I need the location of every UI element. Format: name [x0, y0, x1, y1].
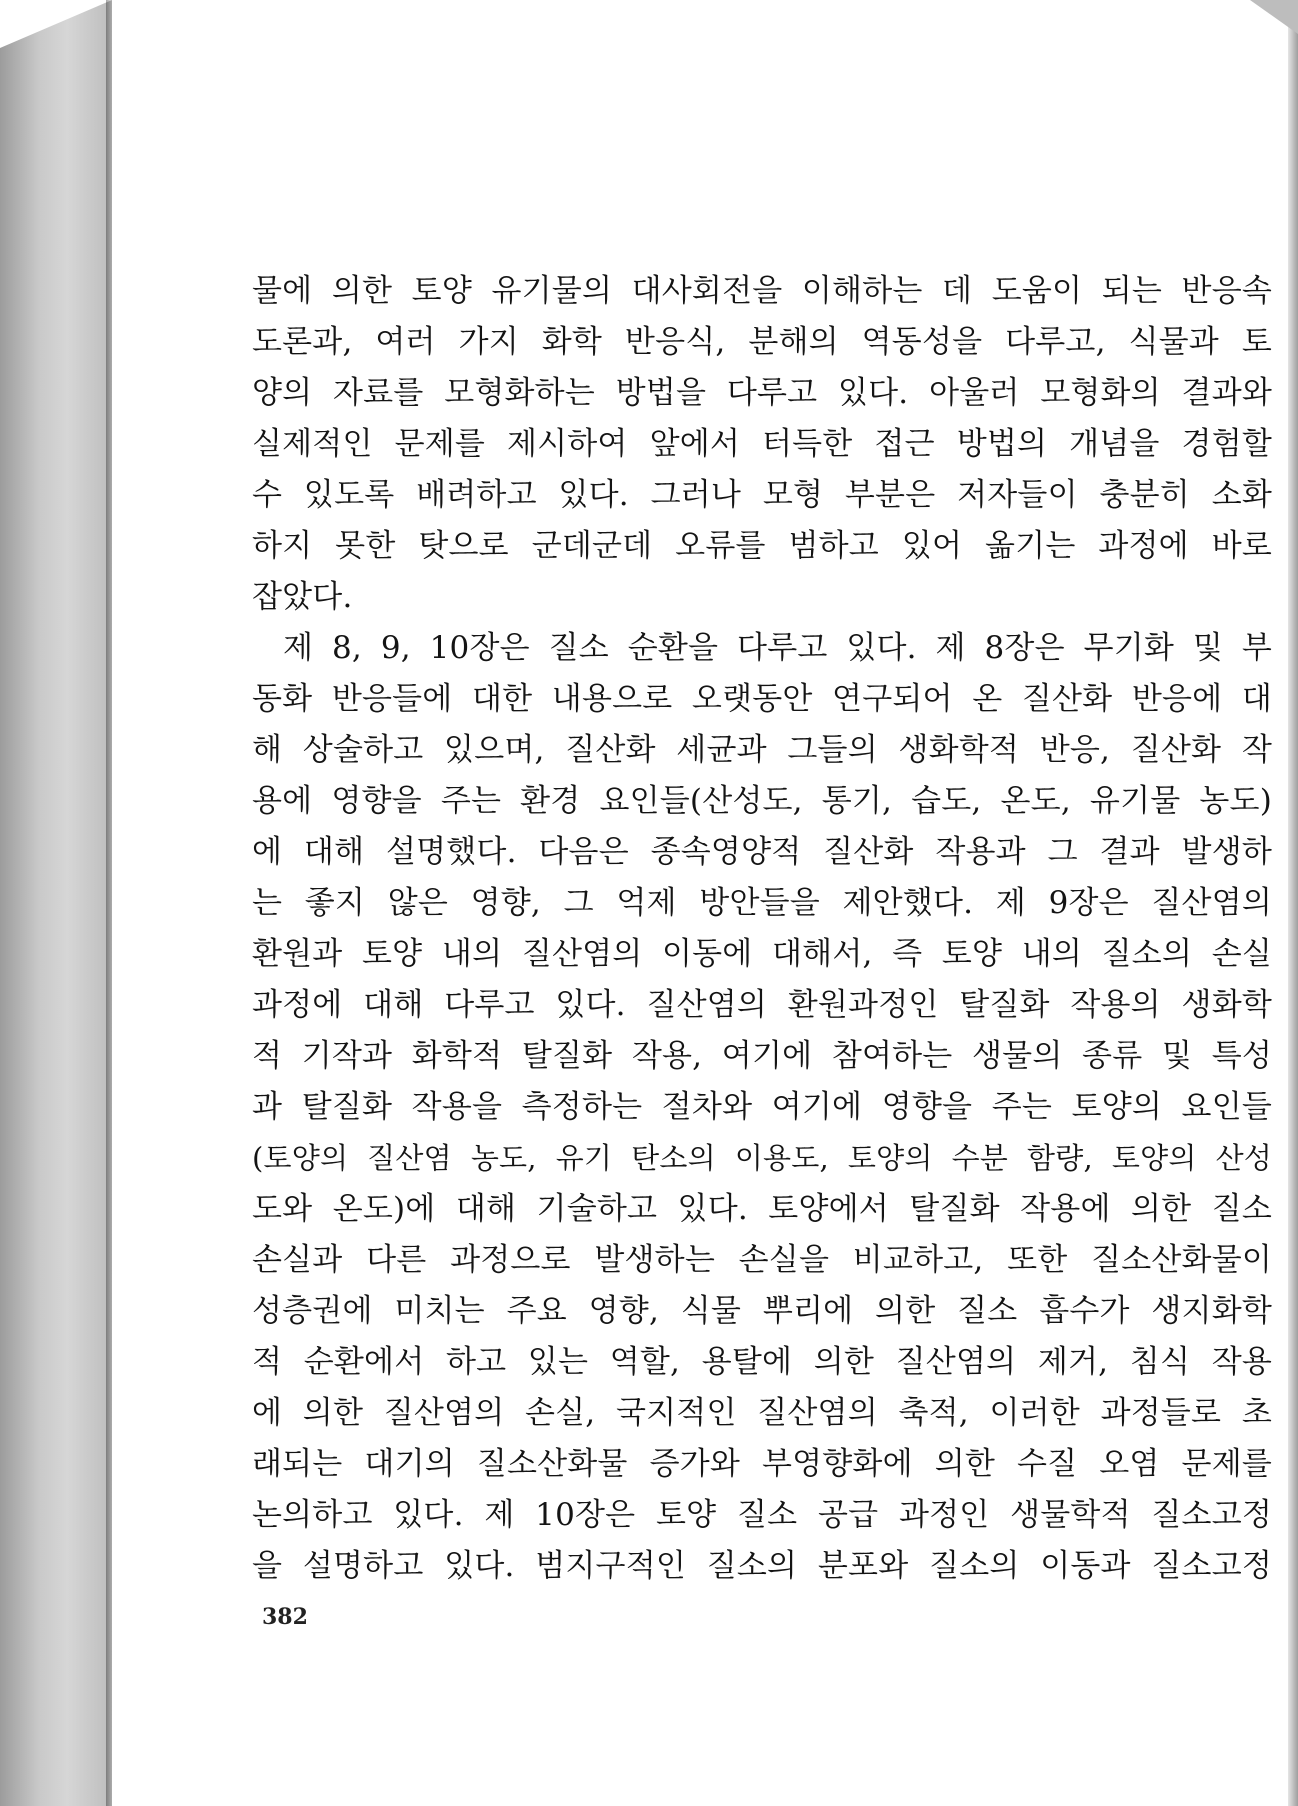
page — [112, 0, 1288, 1806]
text-line: 에 대해 설명했다. 다음은 종속영양적 질산화 작용과 그 결과 발생하 — [252, 834, 1272, 870]
body-text — [252, 266, 1272, 1592]
text-line: 수 있도록 배려하고 있다. 그러나 모형 부분은 저자들이 충분히 소화 — [252, 477, 1272, 513]
text-line: 하지 못한 탓으로 군데군데 오류를 범하고 있어 옮기는 과정에 바로 — [252, 528, 1272, 564]
page-edge-right — [1288, 0, 1298, 1806]
text-line: 용에 영향을 주는 환경 요인들(산성도, 통기, 습도, 온도, 유기물 농도) — [252, 783, 1272, 819]
text-line: 성층권에 미치는 주요 영향, 식물 뿌리에 의한 질소 흡수가 생지화학 — [252, 1293, 1272, 1329]
text-line: 실제적인 문제를 제시하여 앞에서 터득한 접근 방법의 개념을 경험할 — [252, 426, 1272, 462]
text-line: 에 의한 질산염의 손실, 국지적인 질산염의 축적, 이러한 과정들로 초 — [252, 1395, 1272, 1431]
text-line: (토양의 질산염 농도, 유기 탄소의 이용도, 토양의 수분 함량, 토양의 산성 — [252, 1141, 1272, 1175]
text-line: 적 기작과 화학적 탈질화 작용, 여기에 참여하는 생물의 종류 및 특성 — [252, 1038, 1272, 1074]
text-line: 잡았다. — [252, 579, 353, 615]
text-line: 제 8, 9, 10장은 질소 순환을 다루고 있다. 제 8장은 무기화 및 부 — [283, 630, 1272, 666]
text-line: 논의하고 있다. 제 10장은 토양 질소 공급 과정인 생물학적 질소고정 — [252, 1497, 1272, 1533]
text-line: 환원과 토양 내의 질산염의 이동에 대해서, 즉 토양 내의 질소의 손실 — [252, 936, 1272, 972]
text-line: 양의 자료를 모형화하는 방법을 다루고 있다. 아울러 모형화의 결과와 — [252, 375, 1272, 411]
text-line: 적 순환에서 하고 있는 역할, 용탈에 의한 질산염의 제거, 침식 작용 — [252, 1344, 1272, 1380]
text-line: 과정에 대해 다루고 있다. 질산염의 환원과정인 탈질화 작용의 생화학 — [252, 987, 1272, 1023]
text-line: 는 좋지 않은 영향, 그 억제 방안들을 제안했다. 제 9장은 질산염의 — [252, 885, 1273, 921]
text-line: 도와 온도)에 대해 기술하고 있다. 토양에서 탈질화 작용에 의한 질소 — [252, 1191, 1272, 1227]
text-line: 과 탈질화 작용을 측정하는 절차와 여기에 영향을 주는 토양의 요인들 — [252, 1089, 1272, 1125]
text-line: 래되는 대기의 질소산화물 증가와 부영향화에 의한 수질 오염 문제를 — [252, 1446, 1272, 1482]
text-line: 해 상술하고 있으며, 질산화 세균과 그들의 생화학적 반응, 질산화 작 — [252, 732, 1272, 768]
text-line: 도론과, 여러 가지 화학 반응식, 분해의 역동성을 다루고, 식물과 토 — [252, 324, 1272, 360]
text-line: 물에 의한 토양 유기물의 대사회전을 이해하는 데 도움이 되는 반응속 — [252, 273, 1272, 309]
page-number: 382 — [262, 1604, 308, 1630]
book-spine — [0, 0, 112, 1806]
text-line: 동화 반응들에 대한 내용으로 오랫동안 연구되어 온 질산화 반응에 대 — [252, 681, 1272, 717]
text-line: 손실과 다른 과정으로 발생하는 손실을 비교하고, 또한 질소산화물이 — [252, 1242, 1272, 1278]
text-line: 을 설명하고 있다. 범지구적인 질소의 분포와 질소의 이동과 질소고정 — [252, 1548, 1272, 1584]
